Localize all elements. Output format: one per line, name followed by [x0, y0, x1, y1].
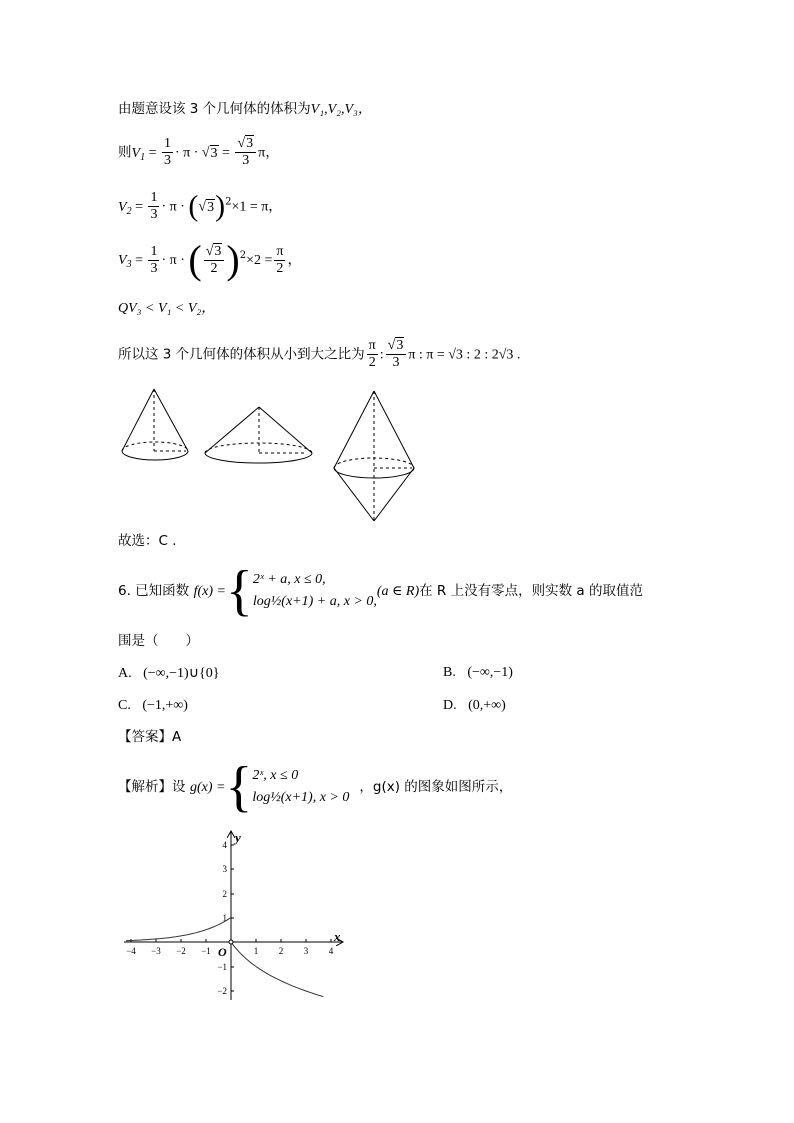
option-a-value: (−∞,−1)∪{0} [143, 666, 220, 681]
intro-line [118, 103, 372, 117]
v2-end: ×1 = π， [231, 199, 283, 215]
option-d-label: D. [443, 698, 457, 713]
analysis-case1: 2ˣ, x ≤ 0 [252, 768, 299, 783]
v3-end: ×2 = [246, 253, 273, 268]
ratio-text: 所以这 3 个几何体的体积从小到大之比为 [118, 346, 365, 363]
x-tick-label: 2 [278, 946, 284, 956]
x-tick-label: −1 [201, 946, 211, 956]
q6-text1: 在 R 上没有零点，则实数 a 的取值范 [419, 583, 643, 599]
question-6: 6. 已知函数 f(x) ={2ˣ + a, x ≤ 0, log½(x+1) + a, x > 0,(a ∈ R)在 R 上没有零点，则实数 a 的取值范 [118, 560, 643, 622]
analysis-tail: ，g(x) 的图象如图所示， [359, 779, 513, 795]
cone-1 [122, 389, 188, 460]
v2-formula: $V_2$ = $\frac{1}{3}$ · $\pi \cdot (√3)^2\times 1 = \pi$， [118, 189, 283, 223]
compare-line: QV₃ < V₁ < V₂， [118, 301, 216, 316]
v1-end: π， [258, 145, 280, 161]
curve-exponential [126, 918, 231, 941]
curve-log [231, 942, 324, 997]
x-axis-label: x [334, 929, 341, 944]
ratio-line: 所以这 3 个几何体的体积从小到大之比为 $\frac{\pi}{2}$ : $\frac{√3}{3}$ π : π = √3 : 2 : 2√3 . [118, 338, 521, 370]
v1-formula: 则$V_1$ = $\frac{1}{3}$ · π · √3 = $\frac{√3}{3}$ π， [118, 136, 280, 168]
cone-figures [116, 385, 436, 525]
answer: 【答案】A [118, 729, 182, 745]
conclusion: 故选：C . [118, 533, 177, 549]
double-cone [334, 391, 414, 521]
option-c-value: (−1,+∞) [142, 698, 188, 713]
x-tick-label: 1 [253, 946, 259, 956]
analysis-label: 【解析】设 [118, 779, 186, 795]
y-tick-label: 3 [222, 864, 227, 874]
y-tick-label: −1 [217, 962, 227, 972]
x-tick-label: −3 [151, 946, 161, 956]
q6-cond: (a ∈ R) [376, 584, 420, 599]
v3-formula: $V_3$ = $\frac{1}{3}$ · π · ( $\frac{√3}{2}$ )$^2$×2 = $\frac{\pi}{2}$ ， [118, 237, 302, 282]
option-b-value: (−∞,−1) [467, 665, 513, 680]
q6-func: f(x) = [193, 584, 226, 599]
option-a-label: A. [118, 666, 132, 681]
analysis-case2: log½(x+1), x > 0 [252, 790, 350, 805]
open-point [229, 940, 233, 944]
y-tick-label: −2 [217, 986, 227, 996]
origin-label: O [218, 945, 227, 959]
x-tick-label: −4 [126, 946, 136, 956]
intro-vars: V₁,V₂,V₃， [310, 102, 372, 117]
x-tick-label: −2 [176, 946, 186, 956]
y-tick-label: 2 [222, 889, 227, 899]
ratio-tail: π : π = √3 : 2 : 2√3 . [408, 347, 521, 363]
option-a[interactable] [118, 665, 219, 682]
x-tick-label: 3 [303, 946, 309, 956]
option-d[interactable] [443, 698, 506, 714]
analysis-func: g(x) = [189, 780, 226, 795]
y-tick-label: 1 [222, 913, 227, 923]
option-c[interactable] [118, 698, 188, 714]
function-graph [118, 828, 358, 1008]
cone-2 [205, 407, 312, 463]
y-tick-label: 4 [222, 840, 227, 850]
q6-num: 6. 已知函数 [118, 583, 190, 599]
option-c-label: C. [118, 698, 131, 713]
v1-prefix: 则 [118, 144, 132, 161]
option-d-value: (0,+∞) [468, 698, 506, 713]
option-b[interactable] [443, 665, 513, 681]
y-axis-label: y [235, 830, 241, 845]
v3-tail: ， [287, 253, 302, 268]
option-b-label: B. [443, 665, 456, 680]
analysis: 【解析】设 g(x) ={2ˣ, x ≤ 0 log½(x+1), x > 0，g(x) 的图象如图所示， [118, 756, 513, 818]
q6-case1: 2ˣ + a, x ≤ 0, [252, 572, 326, 587]
intro-text: 由题意设该 3 个几何体的体积为 [118, 101, 311, 117]
q6-case2: log½(x+1) + a, x > 0, [252, 594, 377, 609]
x-tick-label: 4 [328, 946, 334, 956]
q6-text2: 围是（ ） [118, 633, 199, 649]
